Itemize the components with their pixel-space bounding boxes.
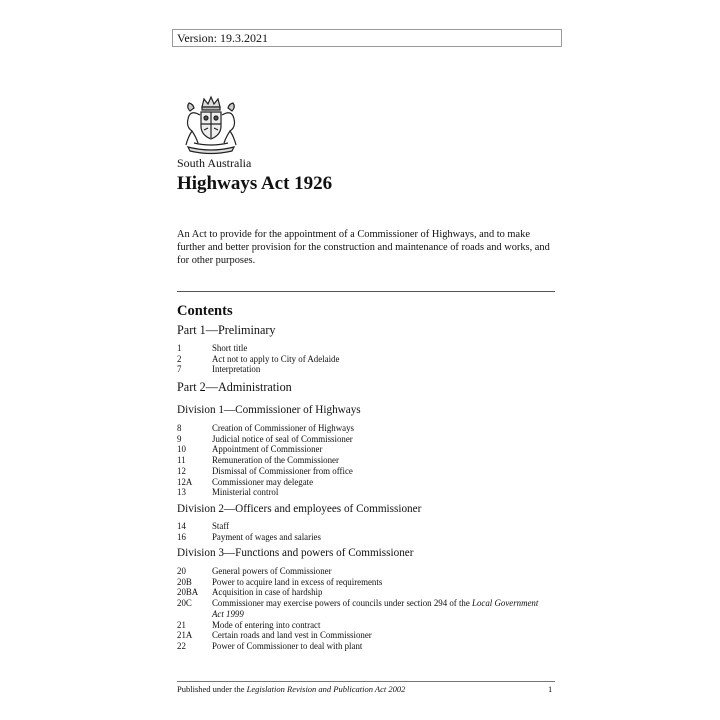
part-2-heading[interactable]: Part 2—Administration [177, 380, 292, 394]
toc-item[interactable] [177, 598, 552, 619]
toc-item-number: 1 [177, 343, 182, 353]
toc-item-number: 13 [177, 487, 186, 498]
toc-item-title: Appointment of Commissioner [212, 444, 323, 455]
toc-item[interactable] [177, 587, 552, 598]
toc-item-title: Dismissal of Commissioner from office [212, 465, 353, 476]
toc-item-number: 2 [177, 353, 182, 364]
coat-of-arms-icon [180, 93, 242, 155]
act-title: Highways Act 1926 [177, 173, 333, 194]
toc-item-title: General powers of Commissioner [212, 566, 332, 576]
toc-item-number: 21 [177, 619, 186, 630]
toc-item-number: 12A [177, 476, 193, 487]
toc-item[interactable] [177, 641, 552, 652]
toc-item-number: 14 [177, 521, 186, 531]
toc-item-title [212, 598, 552, 619]
part-1-heading[interactable]: Part 1—Preliminary [177, 323, 276, 337]
toc-item-number: 11 [177, 455, 186, 466]
toc-item-title: Acquisition in case of hardship [212, 587, 323, 598]
long-title: An Act to provide for the appointment of a Commissioner of Highways, and to make further and better provision for the construction and maintenance of roads and works, and for other purposes. [177, 229, 550, 267]
toc-item-title: Staff [212, 521, 230, 531]
toc-item-number: 12 [177, 465, 186, 476]
footer-published-prefix: Published under the [177, 684, 245, 694]
division-3-toc [177, 566, 552, 652]
toc-item[interactable] [177, 444, 552, 455]
toc-item-title: Mode of entering into contract [212, 619, 321, 630]
toc-item[interactable] [177, 630, 552, 641]
toc-item-number: 9 [177, 433, 182, 444]
toc-item-number: 7 [177, 364, 182, 375]
toc-item[interactable] [177, 577, 552, 588]
toc-item[interactable] [177, 521, 552, 532]
toc-item-title: Act not to apply to City of Adelaide [212, 353, 340, 364]
jurisdiction-label: South Australia [177, 156, 252, 170]
cited-act-title: Local Government Act 1999 [212, 598, 539, 619]
toc-item[interactable] [177, 455, 552, 466]
toc-item[interactable] [177, 343, 552, 354]
toc-item-title: Power of Commissioner to deal with plant [212, 640, 363, 651]
toc-item[interactable] [177, 620, 552, 631]
toc-item-number: 8 [177, 423, 182, 433]
toc-item-number: 20 [177, 566, 186, 576]
toc-item[interactable] [177, 423, 552, 434]
toc-item-number: 16 [177, 531, 186, 542]
toc-item-number: 20BA [177, 587, 199, 598]
footer-divider [177, 681, 555, 682]
division-2-toc [177, 521, 552, 542]
footer-published-note [177, 684, 405, 694]
toc-item-title: Interpretation [212, 364, 261, 375]
toc-item-title: Ministerial control [212, 487, 279, 498]
toc-item-title: Creation of Commissioner of Highways [212, 423, 354, 433]
toc-item-number: 22 [177, 640, 186, 651]
toc-item-title: Power to acquire land in excess of requirements [212, 576, 383, 587]
part-1-toc [177, 343, 552, 375]
division-1-toc [177, 423, 552, 498]
toc-item[interactable] [177, 566, 552, 577]
footer-published-act: Legislation Revision and Publication Act 2002 [246, 684, 406, 694]
contents-divider [177, 291, 555, 292]
toc-item[interactable] [177, 434, 552, 445]
toc-item-title: Judicial notice of seal of Commissioner [212, 433, 353, 444]
toc-item-title: Certain roads and land vest in Commissioner [212, 630, 372, 641]
page-number: 1 [548, 684, 553, 694]
toc-item-title: Short title [212, 343, 248, 353]
toc-item[interactable] [177, 354, 552, 365]
toc-item[interactable] [177, 532, 552, 543]
toc-item-number: 21A [177, 630, 193, 641]
toc-item[interactable] [177, 364, 552, 375]
toc-item-number: 20B [177, 576, 192, 587]
toc-item[interactable] [177, 487, 552, 498]
division-2-heading[interactable]: Division 2—Officers and employees of Commissioner [177, 503, 422, 515]
toc-item-title-text: Commissioner may exercise powers of councils under section 294 of the [212, 598, 470, 609]
toc-item-title: Remuneration of the Commissioner [212, 455, 339, 466]
toc-item[interactable] [177, 466, 552, 477]
toc-item[interactable] [177, 477, 552, 488]
toc-item-title: Payment of wages and salaries [212, 531, 321, 542]
division-3-heading[interactable]: Division 3—Functions and powers of Commissioner [177, 547, 414, 559]
toc-item-number: 10 [177, 444, 186, 455]
version-label: Version: 19.3.2021 [172, 29, 562, 47]
division-1-heading[interactable]: Division 1—Commissioner of Highways [177, 404, 361, 416]
toc-item-title: Commissioner may delegate [212, 476, 314, 487]
toc-item-number: 20C [177, 598, 192, 609]
contents-heading: Contents [177, 303, 233, 319]
